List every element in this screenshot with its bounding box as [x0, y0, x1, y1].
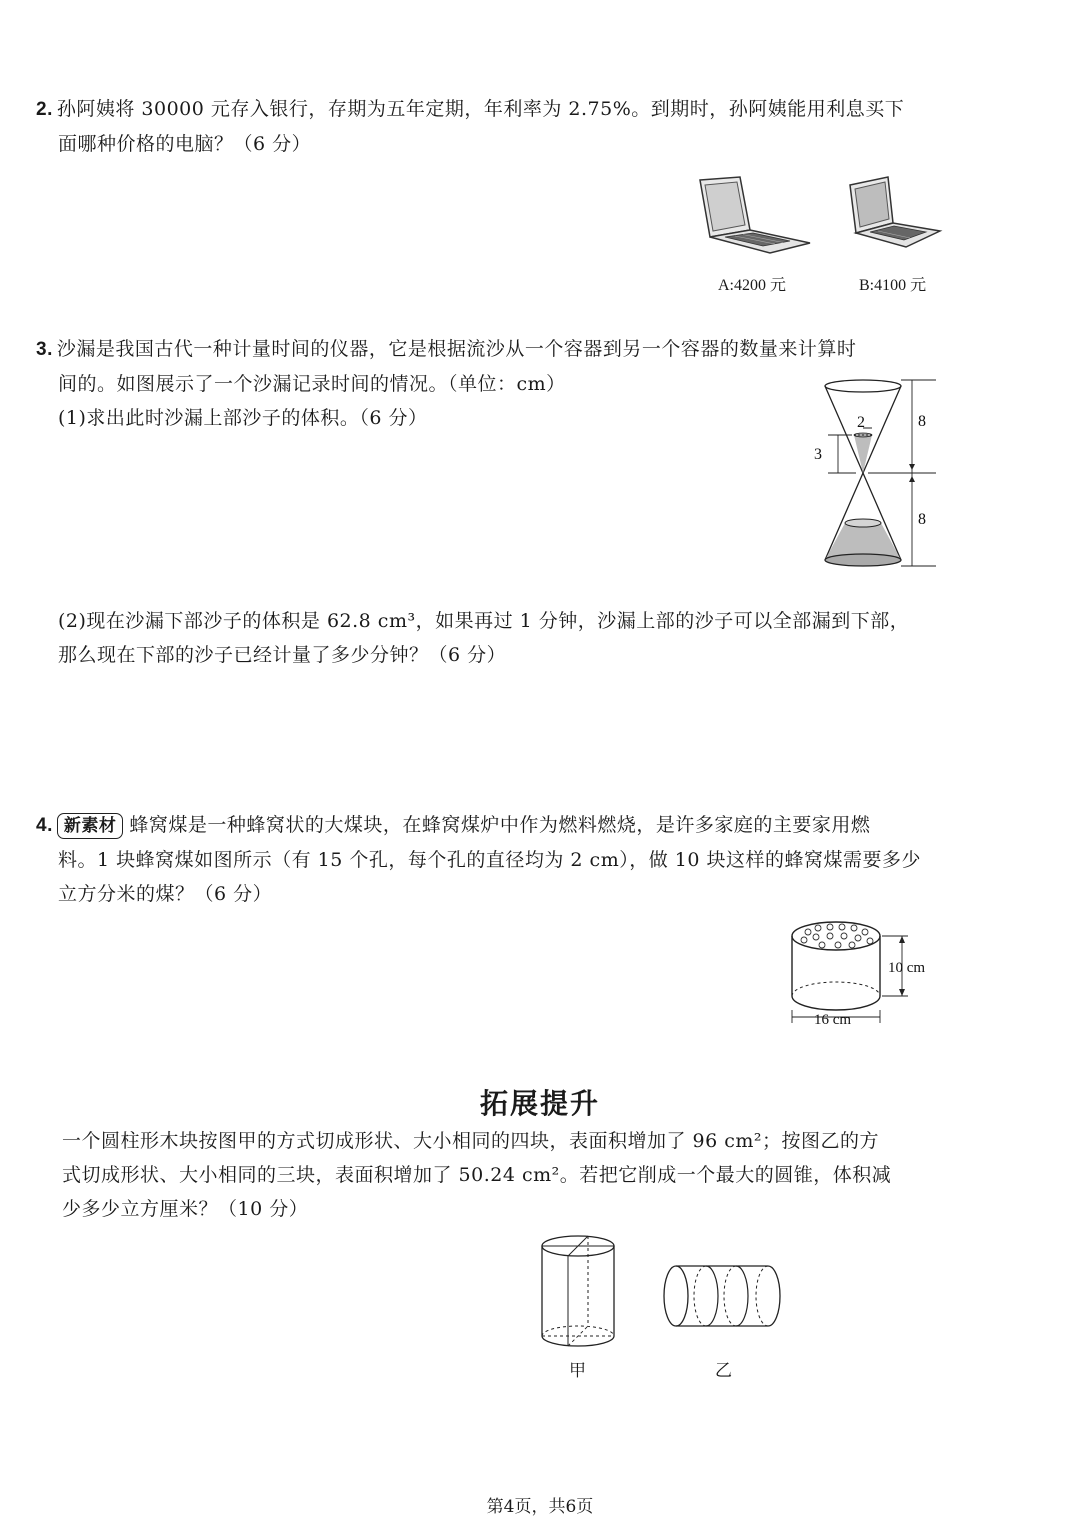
briquette-height-label: 10 cm	[888, 960, 926, 976]
question-text: (2)现在沙漏下部沙子的体积是 62.8 cm³，如果再过 1 分钟，沙漏上部的沙子可以全部漏到下部，	[58, 610, 910, 632]
hourglass-top-height-label: 8	[918, 413, 926, 430]
question-text: 蜂窝煤是一种蜂窝状的大煤块，在蜂窝煤炉中作为燃料燃烧，是许多家庭的主要家用燃	[129, 814, 871, 836]
question-4	[36, 808, 921, 911]
option-a-label: A:4200 元	[718, 277, 787, 294]
hourglass-sand-height-label: 3	[814, 446, 822, 463]
laptop-a-illustration	[695, 175, 815, 255]
question-number: 2.	[36, 99, 53, 120]
question-text: 那么现在下部的沙子已经计量了多少分钟？（6 分）	[58, 644, 507, 666]
briquette-width-label: 16 cm	[814, 1012, 852, 1028]
question-part-1: (1)求出此时沙漏上部沙子的体积。（6 分）	[58, 407, 428, 429]
question-2	[36, 92, 904, 161]
figure-yi-label: 乙	[715, 1361, 732, 1380]
hourglass-diagram	[808, 378, 958, 578]
extension-question	[62, 1124, 891, 1226]
question-text: 一个圆柱形木块按图甲的方式切成形状、大小相同的四块，表面积增加了 96 cm²；按图乙的方	[62, 1130, 880, 1152]
question-3-part-2	[36, 604, 909, 672]
laptop-b-illustration	[848, 175, 948, 255]
page-number: 第4页，共6页	[486, 1497, 594, 1517]
cylinder-figure-yi	[660, 1262, 790, 1342]
question-number: 4.	[36, 815, 53, 836]
section-title: 拓展提升	[479, 1087, 600, 1120]
hourglass-radius-label: 2	[857, 414, 865, 431]
question-text: 立方分米的煤？（6 分）	[58, 883, 273, 905]
question-text: 间的。如图展示了一个沙漏记录时间的情况。（单位：cm）	[58, 373, 566, 395]
option-b-label: B:4100 元	[859, 277, 927, 294]
question-text: 料。1 块蜂窝煤如图所示（有 15 个孔，每个孔的直径均为 2 cm），做 10 块这样的蜂窝煤需要多少	[58, 849, 921, 871]
question-text: 式切成形状、大小相同的三块，表面积增加了 50.24 cm²。若把它削成一个最大的圆锥，体积减	[62, 1164, 892, 1186]
question-text: 面哪种价格的电脑？（6 分）	[58, 133, 312, 155]
question-number: 3.	[36, 339, 53, 360]
question-3	[36, 332, 856, 435]
figure-jia-label: 甲	[569, 1361, 586, 1380]
honeycomb-briquette-diagram	[790, 920, 950, 1030]
question-text: 沙漏是我国古代一种计量时间的仪器，它是根据流沙从一个容器到另一个容器的数量来计算时	[56, 338, 857, 360]
new-material-badge: 新素材	[57, 813, 124, 839]
question-text: 孙阿姨将 30000 元存入银行，存期为五年定期，年利率为 2.75%。到期时，孙阿姨能用利息买下	[56, 98, 905, 120]
hourglass-bottom-height-label: 8	[918, 511, 926, 528]
question-text: 少多少立方厘米？（10 分）	[62, 1198, 309, 1220]
